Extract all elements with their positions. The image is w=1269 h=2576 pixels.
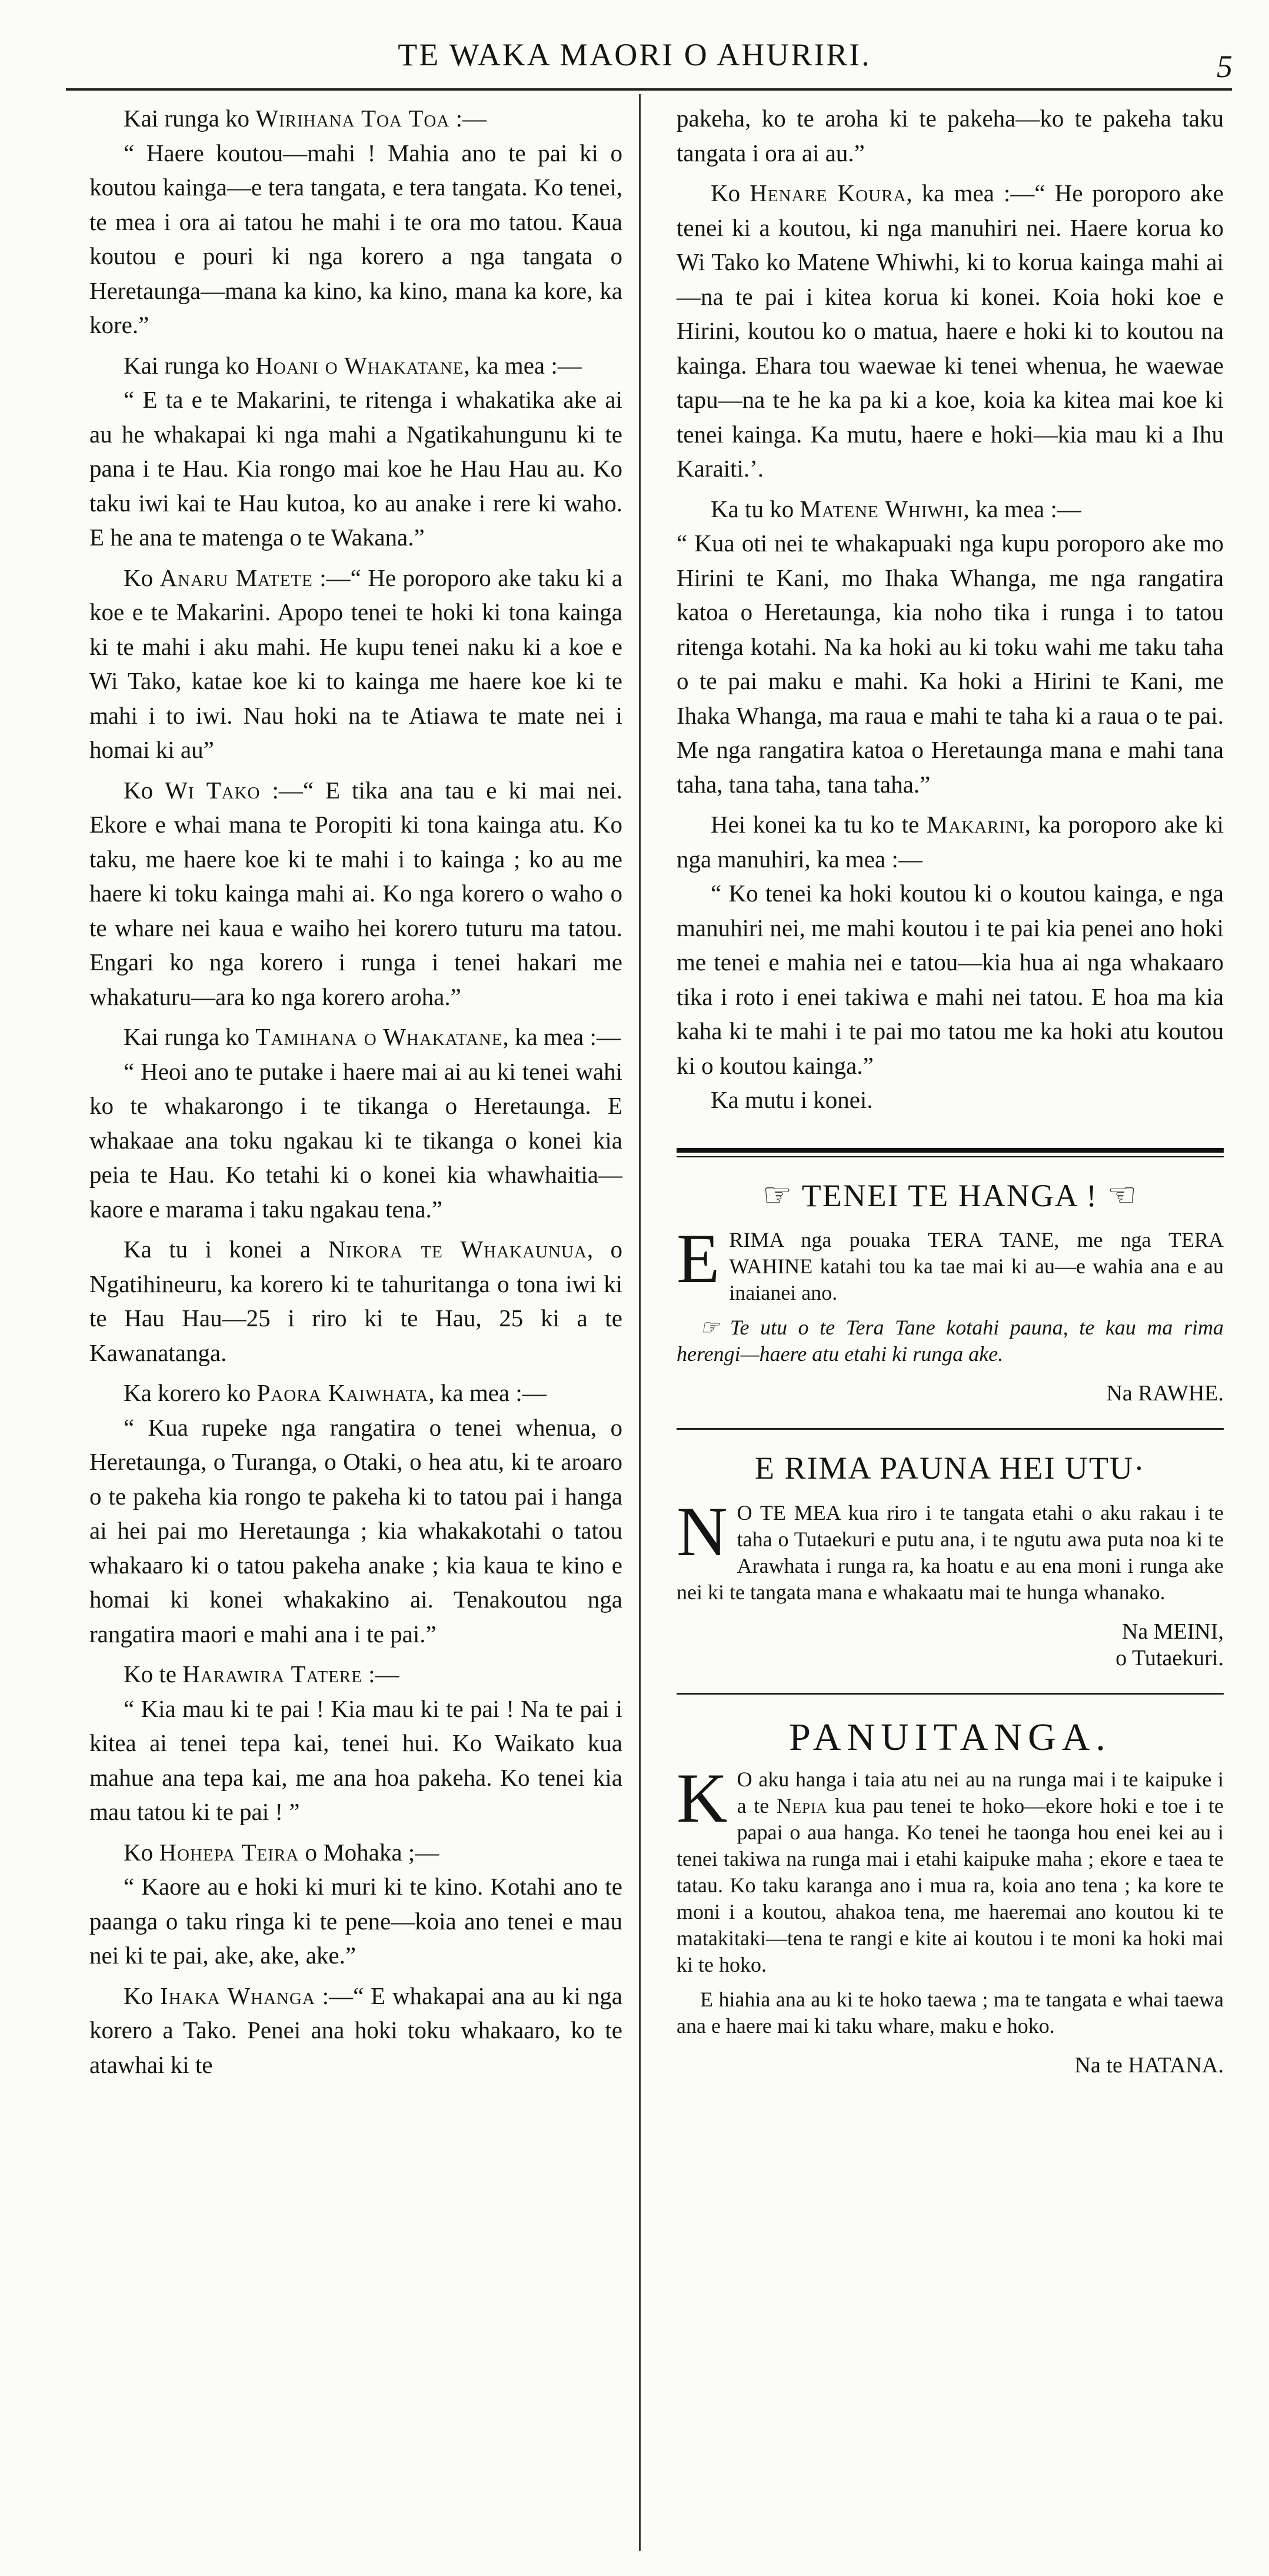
section-double-rule [677,1148,1224,1157]
newspaper-title: TE WAKA MAORI O AHURIRI. [398,37,871,72]
ad-signature: Na MEINI, [1121,1619,1224,1644]
speaker-name: Ihaka Whanga [159,1982,315,2009]
speech-paragraph: Ko Anaru Matete :—“ He poroporo ake taku ki a koe e te Makarini. Apopo tenei te hoki ki tona kainga ki te mahi i aku mahi. He kupu tenei naku ki a koe e Wi Tako, katae koe ki to kainga me haere koe ki te mahi i to iwi. Nau hoki na te Atiawa te mate nei i homai ki au” [89,564,622,763]
ad-signature: Na RAWHE. [1106,1381,1224,1406]
ad-body-text: E hiahia ana au ki te hoko taewa ; ma te tangata e whai taewa ana e haere mai ki taku whare, maku e hoko. [677,1988,1224,2038]
speech-text: “ Kua oti nei te whakapuaki nga kupu poroporo ake mo Hirini te Kani, mo Ihaka Whanga, me nga rangatira katoa o Heretaunga, kia noho tika i runga i to tatou ritenga kotahi. Na ka hoki au ki toku wahi me taku taha o te pai maku e mahi. Ka hoki a Hirini te Kani, me Ihaka Whanga, ma raua e mahi te taha ki a raua o te pai. Me nga rangatira katoa o Heretaunga mana e mahi tana taha, tana taha, tana taha.” [677,530,1224,798]
speaker-name: Henare Koura [750,179,907,207]
header-rule [66,88,1232,91]
speaker-name: Wi Tako [165,776,261,804]
speaker-name: Hoani o Whakatane [255,351,464,379]
drop-cap: K [677,1759,728,1837]
speaker-heading: Kai runga ko Tamihana o Whakatane, ka mea :— [124,1023,621,1050]
speech-text: “ Kia mau ki te pai ! Kia mau ki te pai ! Na te pai i kitea ai tenei tepa kai, tenei hui. Ko Waikato kua mahue ana tepa kai, me ana hoa pakeha. Ko tenei kia mau tatou ki te pai ! ” [89,1695,622,1825]
speech-text: “ Kaore au e hoki ki muri ki te kino. Kotahi ano te paanga o taku ringa ki te pene—koia ano tenei e mau nei ki te pai, ake, ake, ake.” [89,1873,622,1969]
ad-note: ☞ Te utu o te Tera Tane kotahi pauna, te kau ma rima herengi—haere atu etahi ki runga ake. [677,1316,1224,1366]
page-number: 5 [1217,49,1233,84]
ad-body-text: RIMA nga pouaka TERA TANE, me nga TERA WAHINE katahi tou ka tae mai ki au—e wahia ana e au inaianei ano. [729,1228,1224,1304]
speech-text: “ E ta e te Makarini, te ritenga i whakatika ake ai au he whakapai ki nga mahi a Ngatikahungunu ki te pana i te Hau. Kia rongo mai koe he Hau Hau au. Ko taku iwi kai te Hau kutoa, ko au anake i rere ki waho. E he ana te matenga o te Wakana.” [89,386,622,551]
ad-signature-place: o Tutaekuri. [1115,1645,1224,1670]
pointing-hand-icon: ☞ [700,1316,720,1339]
speaker-heading: Kai runga ko Hoani o Whakatane, ka mea :— [124,351,582,379]
speaker-name: Matene Whiwhi [800,495,964,522]
advertisement-reward [677,1451,1224,1672]
advertisement-notice [677,1715,1224,2079]
drop-cap: E [677,1219,720,1297]
section-rule [677,1428,1224,1430]
notice-title: PANUITANGA. [789,1715,1111,1759]
speaker-name: Paora Kaiwhata [257,1379,429,1406]
closing-line: Ka mutu i konei. [711,1086,873,1113]
ad-body: K O aku hanga i taia atu nei au na runga mai i te kaipuke i a te Nepia kua pau tenei te hoko—ekore hoki e toe i te papai o aua hanga. Ko tenei he taonga hou enei kei au i tenei takiwa na runga mai i etahi kaipuke maha ; ekore e taea te tatau. Ko taku karanga ano i mua ra, koia ano tena ; ka kore te moni i a koutou, ahakoa tena, me haeremai ano koutou ki te matakitaki—tena te rangi e kite ai koutou i te moni ka hoki mai ki te hoko. E hiahia ana au ki te hoko taewa ; ma te tangata e whai taewa ana e haere mai ki taku whare, maku e hoko. Na te HATANA. [677,1759,1224,2078]
speaker-heading: Ko Hohepa Teira o Mohaka ;— [124,1838,439,1866]
speech-text: “ Ko tenei ka hoki koutou ki o koutou kainga, e nga manuhiri nei, me mahi koutou i te pai kia penei ano hoki me tenei e mahia nei e tatou—kia hua ai nga whakaaro tika i roto i enei takiwa e mahi nei tatou. E hoa ma kia kaha ki te mahi i te pai mo tatou me ka hoki atu koutou ki o koutou kainga.” [677,880,1224,1079]
speech-continuation: pakeha, ko te aroha ki te pakeha—ko te pakeha taku tangata i ora ai au.” [677,105,1224,167]
speaker-heading: Hei konei ka tu ko te Makarini, ka poroporo ake ki nga manuhiri, ka mea :— [677,811,1224,873]
speech-text: “ Haere koutou—mahi ! Mahia ano te pai ki o koutou kainga—e tera tangata, e tera tangata. Ko tenei, te mea i ora ai tatou he mahi i te ora mo tatou. Kaua koutou e pouri ki nga korero a nga tangata o Heretaunga—mana ka kino, ka kino, mana ka kore, ka kore.” [89,139,622,338]
speaker-name: Hohepa Teira [159,1838,299,1866]
advertisement-saddles [677,1179,1224,1407]
section-rule [677,1693,1224,1695]
ad-signature: Na te HATANA. [1074,2053,1224,2078]
speaker-name: Nikora te Whakaunua [328,1236,587,1263]
speaker-name: Wirihana Toa Toa [255,105,450,132]
speech-paragraph: Ka tu i konei a Nikora te Whakaunua, o Ngatihineuru, ka korero ki te tahuritanga o tona iwi ki te Hau Hau—25 i riro ki te Hau, 25 ki a te Kawanatanga. [89,1236,622,1366]
pointing-hand-icon: ☜ [1107,1177,1138,1214]
ad-body-text: O TE MEA kua riro i te tangata etahi o aku rakau i te taha o Tutaekuri e putu ana, i te ngutu awa puta noa ki te Arawhata i runga ra, ka hoatu e au ena moni i runga ake nei ki te tangata mana e whakaatu mai te hunga whanako. [677,1500,1224,1604]
ad-title-text: TENEI TE HANGA ! [801,1177,1098,1213]
speaker-name: Harawira Tatere [182,1660,362,1688]
speaker-heading: Ka tu ko Matene Whiwhi, ka mea :— [711,495,1081,522]
speech-paragraph: Ko Wi Tako :—“ E tika ana tau e ki mai nei. Ekore e whai mana te Poropiti ki tona kainga atu. Ko taku, me haere koe ki te mahi i to kainga ; ko au me haere ki toku kainga mahi ai. Ko nga korero o waho o te whare nei kaua e waiho hei korero tuturu ma tatou. Engari ko nga korero i runga i tenei hakari me whakaturu—ara ko nga korero aroha.” [89,776,622,1010]
speech-paragraph: Ko Ihaka Whanga :—“ E whakapai ana au ki nga korero a Tako. Penei ana hoki toku whakaaro, ko te atawhai ki te [89,1982,622,2078]
speaker-heading: Ka korero ko Paora Kaiwhata, ka mea :— [124,1379,547,1406]
column-divider [639,94,641,2551]
speech-text: “ Heoi ano te putake i haere mai ai au ki tenei wahi ko te whakarongo i te tikanga o Heretaunga. E whakaae ana toku ngakau ki te tikanga o konei kia peia te Hau. Ko tetahi ki o konei kia whawhaitia—kaore e marama i taku ngakau tena.” [89,1057,622,1223]
ad-title [677,1179,1224,1213]
speaker-name: Tamihana o Whakatane [255,1023,503,1050]
ship-name: Nepia [776,1794,828,1818]
page-header [0,0,1269,94]
ad-body [677,1492,1224,1672]
speech-text: “ Kua rupeke nga rangatira o tenei whenua, o Heretaunga, o Turanga, o Otaki, o hea atu, ki te aroaro o te pakeha kia rongo te pakeha ki to tatou pai i hanga ai hei pai mo Heretaunga ; kia whakakotahi o tatou whakaaro ki o tatou pakeha anake ; kia kaua te kino e homai ki konei whakakino ai. Tenakoutou nga rangatira maori e mahi ana i te pai.” [89,1413,622,1648]
right-column [677,101,1224,2079]
speaker-heading: Kai runga ko Wirihana Toa Toa :— [124,105,487,132]
speaker-name: Anaru Matete [159,564,313,591]
drop-cap: N [677,1492,728,1570]
speaker-heading: Ko te Harawira Tatere :— [124,1660,399,1688]
speech-paragraph: Ko Henare Koura, ka mea :—“ He poroporo ake tenei ki a koutou, ki nga manuhiri nei. Haere korua ko Wi Tako ko Matene Whiwhi, ki to korua kainga mahi ai—na te pai i kitea korua ki konei. Koia hoki koe e Hirini, koutou ko o matua, haere e hoki ki to koutou na kainga. Ehara tou waewae ki tenei whenua, he waewae tapu—na te he ka pa ki a koe, koia ka kitea mai koe ki tenei kainga. Ka mutu, haere e hoki—kia mau ki a Ihu Karaiti.’. [677,179,1224,482]
left-column [89,101,622,2082]
ad-title: E RIMA PAUNA HEI UTU· [754,1450,1146,1486]
speaker-name: Makarini [926,811,1025,838]
ad-body [677,1219,1224,1407]
pointing-hand-icon: ☞ [762,1177,794,1214]
